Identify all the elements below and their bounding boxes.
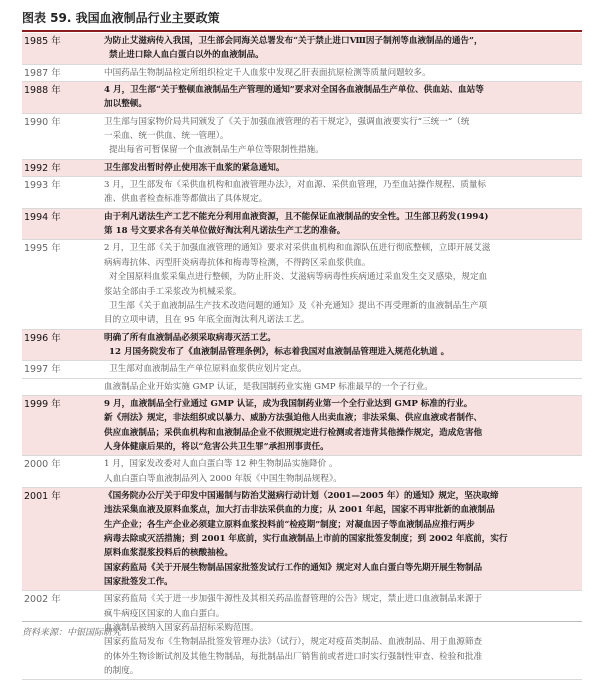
policy-text (104, 82, 582, 113)
policy-year: 1988 年 (24, 85, 61, 97)
policy-year: 1999 年 (24, 398, 61, 410)
policy-text-line: 国家药监局发布《生物制品批签发管理办法》（试行），规定对疫苗类制品、血液制品、用于血源筛查 (104, 637, 483, 648)
policy-text-line: 人身体健康后果的，将以“危害公共卫生罪”承担刑事责任。 (104, 441, 329, 452)
policy-year: 2000 年 (24, 459, 61, 471)
policy-row (22, 33, 582, 65)
policy-text (104, 488, 582, 590)
policy-text-line: 禁止进口除人血白蛋白以外的血液制品。 (109, 50, 264, 61)
policy-year: 1995 年 (24, 243, 61, 255)
policy-row (22, 330, 582, 362)
policy-text-line: 一采血、统一供血、统一管理）。 (104, 131, 229, 142)
policy-year: 1994 年 (24, 211, 61, 223)
policy-text-line: 的制度。 (104, 666, 139, 677)
policy-text-line: 病病毒抗体、丙型肝炎病毒抗体和梅毒等检测，不得跨区采血浆供血。 (104, 257, 371, 268)
policy-text (104, 396, 582, 455)
policy-text-line: 中国药品生物制品检定所组织检定千人血浆中发现乙肝表面抗原检测等质量问题较多。 (104, 67, 431, 78)
policy-text-line: 提出每省可暂保留一个血液制品生产单位等限制性措施。 (109, 145, 324, 156)
policy-text-line: 1 月，国家发改委对人血白蛋白等 12 种生物制品实施降价 。 (104, 459, 338, 470)
policy-row (22, 379, 582, 396)
policy-row (22, 488, 582, 591)
policy-text-line: 病毒去除或灭活措施；到 2001 年底前，实行血液制品上市前的国家批签发制度；到 2002 年底前，实行 (104, 534, 508, 544)
policy-text (104, 209, 582, 240)
policy-row (22, 240, 582, 329)
policy-text (104, 33, 582, 64)
policy-text (104, 591, 582, 679)
policy-row (22, 160, 582, 177)
policy-text (104, 361, 582, 377)
policy-year: 2002 年 (24, 594, 61, 606)
policy-text (104, 330, 582, 361)
policy-year: 1985 年 (24, 36, 61, 47)
policy-text-line: 原料血浆混浆投料后的核酸抽检。 (104, 548, 233, 559)
policy-text-line: 的体外生物诊断试剂及其他生物制品，每批制品出厂销售前或者进口时实行强制性审查、检验和批准 (104, 651, 483, 662)
policy-text-line: 对全国原料血浆采集点进行整顿，为防止肝炎、艾滋病等病毒性疾病通过采血发生交叉感染，规定血 (109, 272, 488, 283)
policy-text (104, 160, 582, 176)
policy-year: 1992 年 (24, 162, 61, 174)
policy-text-line: 9 月，血液制品全行业通过 GMP 认证，成为我国制药业第一个全行业达到 GMP 标准的行业。 (104, 398, 473, 409)
policy-text-line: 12 月国务院发布了《血液制品管理条例》，标志着我国对血液制品管理进入规范化轨道 。 (109, 346, 450, 357)
policy-text-line: 血液制品被纳入国家药品招标采购范围。 (104, 623, 259, 634)
policy-text-line: 疯牛病疫区国家的人血白蛋白。 (104, 608, 225, 619)
policy-row (22, 114, 582, 160)
policy-text-line: 生产企业；各生产企业必须建立原料血浆投料前“检疫期”制度；对凝血因子等血液制品应推行两步 (104, 519, 475, 530)
policy-row (22, 361, 582, 378)
policy-table (22, 33, 582, 680)
policy-text-line: 卫生部与国家物价局共同颁发了《关于加强血液管理的若干规定》，强调血液要实行“三统一”（统 (104, 116, 470, 127)
policy-text (104, 456, 582, 487)
bottom-rule (22, 621, 582, 622)
policy-year (22, 379, 104, 395)
policy-text-line: 《国务院办公厅关于印发中国遏制与防治艾滋病行动计划（2001—2005 年）的通知》规定，坚决取缔 (104, 490, 499, 501)
policy-row (22, 396, 582, 456)
policy-row (22, 209, 582, 241)
policy-text-line: 3 月，卫生部发布《采供血机构和血液管理办法》，对血源、采供血管理，乃至血站操作规程、质量标 (104, 180, 487, 191)
policy-text-line: 浆站全部由手工采浆改为机械采浆。 (104, 286, 242, 297)
policy-text-line: 4 月，卫生部“关于整顿血液制品生产管理的通知”要求对全国各血液制品生产单位、供血站、血站等 (104, 85, 484, 96)
policy-text-line: 新《刑法》规定，非法组织或以暴力、威胁方法强迫他人出卖血液；非法采集、供应血液或者制作、 (104, 413, 483, 424)
policy-text-line: 供应血液制品；采供血机构和血液制品企业不依照规定进行检测或者违背其他操作规定，造成危害他 (104, 427, 483, 438)
policy-text-line: 加以整顿。 (104, 99, 147, 110)
policy-year: 1996 年 (24, 332, 61, 344)
policy-text-line: 2 月，卫生部《关于加强血液管理的通知》要求对采供血机构和血源队伍进行彻底整顿，立即开展艾滋 (104, 243, 491, 254)
policy-row (22, 82, 582, 114)
policy-text-line: 由于利凡诺法生产工艺不能充分利用血液资源，且不能保证血液制品的安全性。卫生部卫药发(1994) (104, 211, 489, 222)
policy-text-line: 为防止艾滋病传入我国，卫生部会同海关总署发布“关于禁止进口Ⅷ因子制剂等血液制品的通告”， (104, 36, 483, 46)
policy-text-line: 准、供血者检查标准等都做出了具体规定。 (104, 194, 268, 205)
policy-text (104, 240, 582, 328)
policy-text-line: 明确了所有血液制品必须采取病毒灭活工艺。 (104, 332, 276, 343)
policy-text-line: 人血白蛋白等血液制品列入 2000 年版《中国生物制品规程》。 (104, 473, 342, 484)
figure-title: 图表 59. 我国血液制品行业主要政策 (22, 11, 220, 25)
policy-text-line: 国家药监局《关于进一步加强牛源性及其相关药品监督管理的公告》规定，禁止进口血液制品来源于 (104, 594, 483, 605)
policy-text (104, 114, 582, 159)
title-rule (22, 30, 582, 32)
policy-text-line: 违法采集血液及原料血浆点，加大打击非法采供血的力度；从 2001 年起，国家不再审批新的血液制品 (104, 505, 495, 516)
policy-year: 1987 年 (24, 67, 61, 79)
policy-year: 1997 年 (24, 364, 61, 376)
policy-row (22, 456, 582, 488)
policy-text-line: 卫生部发出暂时停止使用冻干血浆的紧急通知。 (104, 162, 285, 173)
policy-year: 1990 年 (24, 116, 61, 128)
policy-year: 2001 年 (24, 490, 61, 502)
source-note: 资料来源：中银国际研究 (22, 628, 122, 638)
policy-text-line: 国家批签发工作。 (104, 577, 173, 588)
policy-text-line: 国家药监局《关于开展生物制品国家批签发试行工作的通知》规定对人血白蛋白等先期开展生物制品 (104, 562, 483, 573)
policy-text-line: 第 18 号文要求各有关单位做好淘汰利凡诺法生产工艺的准备。 (104, 226, 346, 237)
policy-year: 1993 年 (24, 180, 61, 192)
policy-row (22, 177, 582, 209)
policy-row (22, 65, 582, 82)
policy-text-line: 卫生部《关于血液制品生产技术改造问题的通知》及《补充通知》提出不再受理新的血液制品生产项 (109, 300, 488, 311)
policy-text-line: 血液制品企业开始实施 GMP 认证，是我国制药业实施 GMP 标准最早的一个子行业。 (104, 381, 433, 392)
policy-text-line: 卫生部对血液制品生产单位原料血浆供应划片定点。 (109, 364, 307, 375)
policy-text (104, 379, 582, 395)
policy-text-line: 目的立项申请，且在 95 年底全面淘汰利凡诺法工艺。 (104, 315, 310, 326)
policy-text (104, 177, 582, 208)
policy-text (104, 65, 582, 81)
